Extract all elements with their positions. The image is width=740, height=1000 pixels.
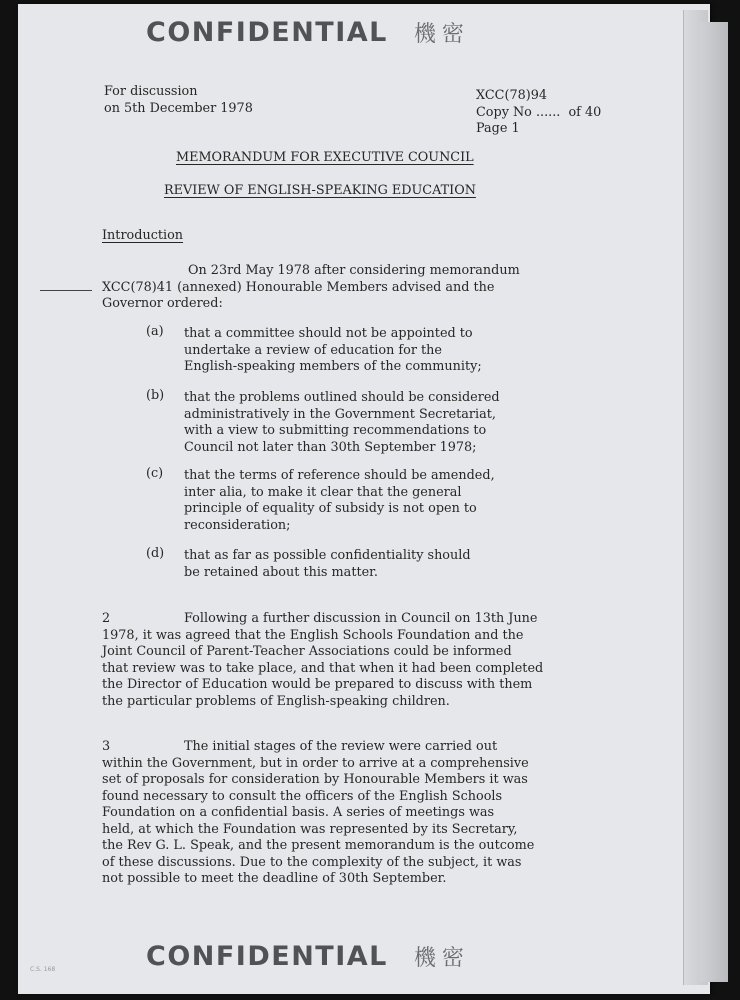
memorandum-title: MEMORANDUM FOR EXECUTIVE COUNCIL [176,150,474,165]
page-number: Page 1 [476,121,520,136]
introduction-heading: Introduction [102,228,184,243]
text-line: not possible to meet the deadline of 30th September. [102,871,447,886]
text-line: inter alia, to make it clear that the general [184,484,462,500]
margin-mark [40,290,92,291]
text-line: within the Government, but in order to arrive at a comprehensive [102,755,529,771]
text-line: Joint Council of Parent-Teacher Associations could be informed [102,644,512,659]
reference-block [476,88,601,138]
text-line: Council not later than 30th September 1978; [184,439,477,455]
text-line: Governor ordered: [102,296,223,311]
item-label: (c) [146,466,164,481]
confidential-label: CONFIDENTIAL [146,941,388,972]
text-line: English-speaking members of the community; [184,359,482,374]
confidential-stamp-top [146,18,470,50]
text-line: undertake a review of education for the [184,342,442,358]
text-line: The initial stages of the review were carried out [184,739,498,754]
text-line: be retained about this matter. [184,564,378,580]
text-line: Following a further discussion in Council on 13th June [184,611,538,626]
text-line: that review was to take place, and that when it had been completed [102,660,544,676]
confidential-stamp-bottom [146,942,470,974]
paragraph-2 [102,611,572,710]
text-line: reconsideration; [184,517,291,533]
copy-label: Copy No ...... [476,104,561,120]
paragraph-3 [102,739,572,888]
confidential-chinese-label: 機密 [413,22,470,47]
text-line: Foundation on a confidential basis. A series of meetings was [102,805,495,820]
paragraph-number: 2 [102,611,111,626]
text-line: that the problems outlined should be considered [184,390,500,405]
text-line: set of proposals for consideration by Honourable Members it was [102,772,528,787]
copy-number-line [476,105,601,122]
text-line: the Director of Education would be prepared to discuss with them [102,677,533,692]
item-label: (b) [146,388,165,403]
text-line: administratively in the Government Secretariat, [184,406,496,422]
item-text [184,548,471,581]
reference-number: XCC(78)94 [476,88,548,103]
discussion-date-block [104,84,253,117]
text-line: with a view to submitting recommendations to [184,423,487,438]
text-line: the particular problems of English-speaking children. [102,693,450,709]
text-line: that as far as possible confidentiality should [184,548,471,563]
text-line: On 23rd May 1978 after considering memorandum [188,263,520,278]
confidential-label: CONFIDENTIAL [146,17,388,48]
text-line: found necessary to consult the officers of the English Schools [102,788,503,804]
text-line: 1978, it was agreed that the English Schools Foundation and the [102,627,524,643]
item-label: (a) [146,324,164,339]
copy-total: of 40 [568,104,602,120]
item-text [184,390,500,456]
discussion-date: on 5th December 1978 [104,100,253,116]
confidential-chinese-label: 機密 [413,946,470,971]
text-line: held, at which the Foundation was represented by its Secretary, [102,821,518,837]
discussion-label: For discussion [104,84,198,99]
text-line: XCC(78)41 (annexed) Honourable Members advised and the [102,279,495,295]
introduction-paragraph [102,263,572,313]
text-line: principle of equality of subsidy is not open to [184,501,477,516]
text-line: that a committee should not be appointed to [184,326,473,341]
item-label: (d) [146,546,165,561]
text-line: that the terms of reference should be amended, [184,468,495,483]
form-code: C.S. 168 [30,966,56,973]
text-line: of these discussions. Due to the complexity of the subject, it was [102,854,522,870]
paragraph-number: 3 [102,739,111,754]
item-text [184,468,495,534]
memorandum-subtitle: REVIEW OF ENGLISH-SPEAKING EDUCATION [164,183,476,198]
text-line: the Rev G. L. Speak, and the present memorandum is the outcome [102,838,535,853]
item-text [184,326,482,376]
